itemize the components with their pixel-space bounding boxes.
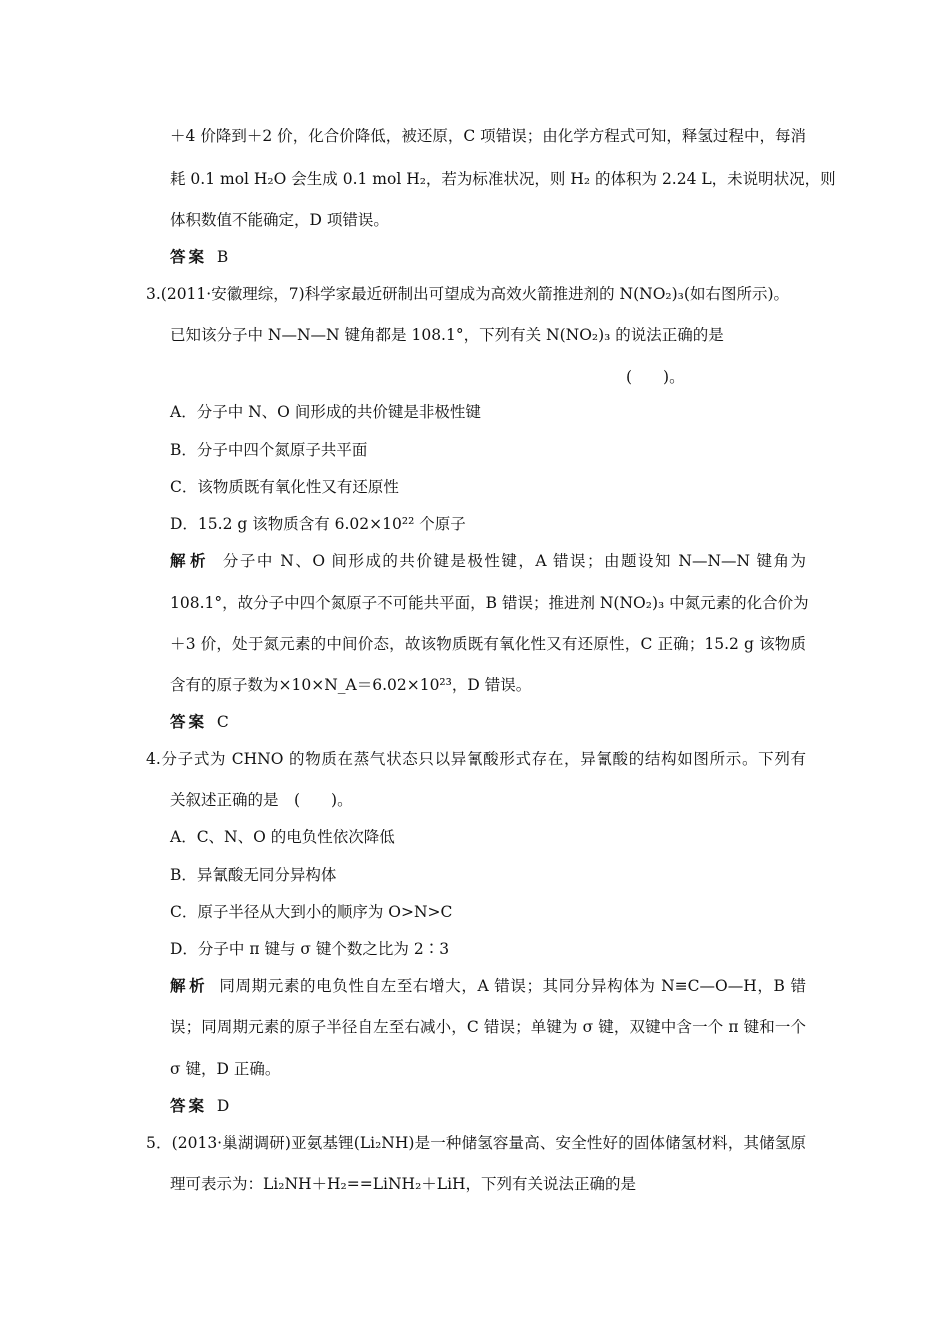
q4-answer (170, 1095, 229, 1117)
q3-option-c: C．该物质既有氧化性又有还原性 (170, 478, 399, 496)
answer-label: 答案 (170, 1096, 208, 1115)
q3-analysis-line-4: 含有的原子数为×10×N_A＝6.02×10²³，D 错误。 (170, 676, 532, 694)
q2-analysis-line-3: 体积数值不能确定，D 项错误。 (170, 211, 389, 229)
analysis-text: 同周期元素的电负性自左至右增大，A 错误；其同分异构体为 N≡C—O—H，B 错 (219, 977, 806, 995)
q3-stem-line-1: 3.(2011·安徽理综，7)科学家最近研制出可望成为高效火箭推进剂的 N(NO₂)₃(如右图所示)。 (146, 285, 789, 303)
q4-stem-line-1: 4.分子式为 CHNO 的物质在蒸气状态只以异氰酸形式存在，异氰酸的结构如图所示。下列有 (146, 750, 806, 768)
q4-analysis-line-3: σ 键，D 正确。 (170, 1060, 281, 1078)
answer-label: 答案 (170, 247, 208, 266)
analysis-label: 解析 (170, 976, 209, 995)
q3-analysis-line-2: 108.1°，故分子中四个氮原子不可能共平面，B 错误；推进剂 N(NO₂)₃ 中氮元素的化合价为 (170, 594, 809, 612)
q4-analysis-line-2: 误；同周期元素的原子半径自左至右减小，C 错误；单键为 σ 键，双键中含一个 π 键和一个 (170, 1018, 806, 1036)
answer-value: B (216, 248, 229, 266)
q5-stem-line-1: 5．(2013·巢湖调研)亚氨基锂(Li₂NH)是一种储氢容量高、安全性好的固体储氢材料，其储氢原 (146, 1134, 806, 1152)
q2-answer (170, 246, 228, 268)
q3-stem-line-2: 已知该分子中 N—N—N 键角都是 108.1°，下列有关 N(NO₂)₃ 的说法正确的是 (170, 326, 724, 344)
q3-option-d: D．15.2 g 该物质含有 6.02×10²² 个原子 (170, 515, 466, 533)
q4-analysis-line-1 (170, 975, 806, 997)
answer-label: 答案 (170, 712, 208, 731)
q3-option-a: A．分子中 N、O 间形成的共价键是非极性键 (170, 403, 481, 421)
q3-analysis-line-1 (170, 550, 806, 572)
q3-answer-paren: ( )。 (626, 368, 685, 386)
q2-analysis-line-1: ＋4 价降到＋2 价，化合价降低，被还原，C 项错误；由化学方程式可知，释氢过程中，每消 (170, 127, 806, 145)
q4-stem-line-2: 关叙述正确的是 ( )。 (170, 791, 353, 809)
analysis-label: 解析 (170, 551, 210, 570)
q4-option-d: D．分子中 π 键与 σ 键个数之比为 2∶3 (170, 940, 450, 958)
q2-analysis-line-2: 耗 0.1 mol H₂O 会生成 0.1 mol H₂，若为标准状况，则 H₂ 的体积为 2.24 L，未说明状况，则 (170, 170, 836, 188)
answer-value: C (216, 713, 229, 731)
q4-option-b: B．异氰酸无同分异构体 (170, 866, 337, 884)
q4-option-c: C．原子半径从大到小的顺序为 O>N>C (170, 903, 453, 921)
answer-value: D (216, 1097, 230, 1115)
q3-answer (170, 711, 229, 733)
q5-stem-line-2: 理可表示为：Li₂NH＋H₂==LiNH₂＋LiH，下列有关说法正确的是 (170, 1175, 637, 1193)
q3-option-b: B．分子中四个氮原子共平面 (170, 441, 368, 459)
q3-analysis-line-3: ＋3 价，处于氮元素的中间价态，故该物质既有氧化性又有还原性，C 正确；15.2 g 该物质 (170, 635, 806, 653)
q4-option-a: A．C、N、O 的电负性依次降低 (170, 828, 395, 846)
analysis-text: 分子中 N、O 间形成的共价键是极性键，A 错误；由题设知 N—N—N 键角为 (222, 552, 806, 570)
